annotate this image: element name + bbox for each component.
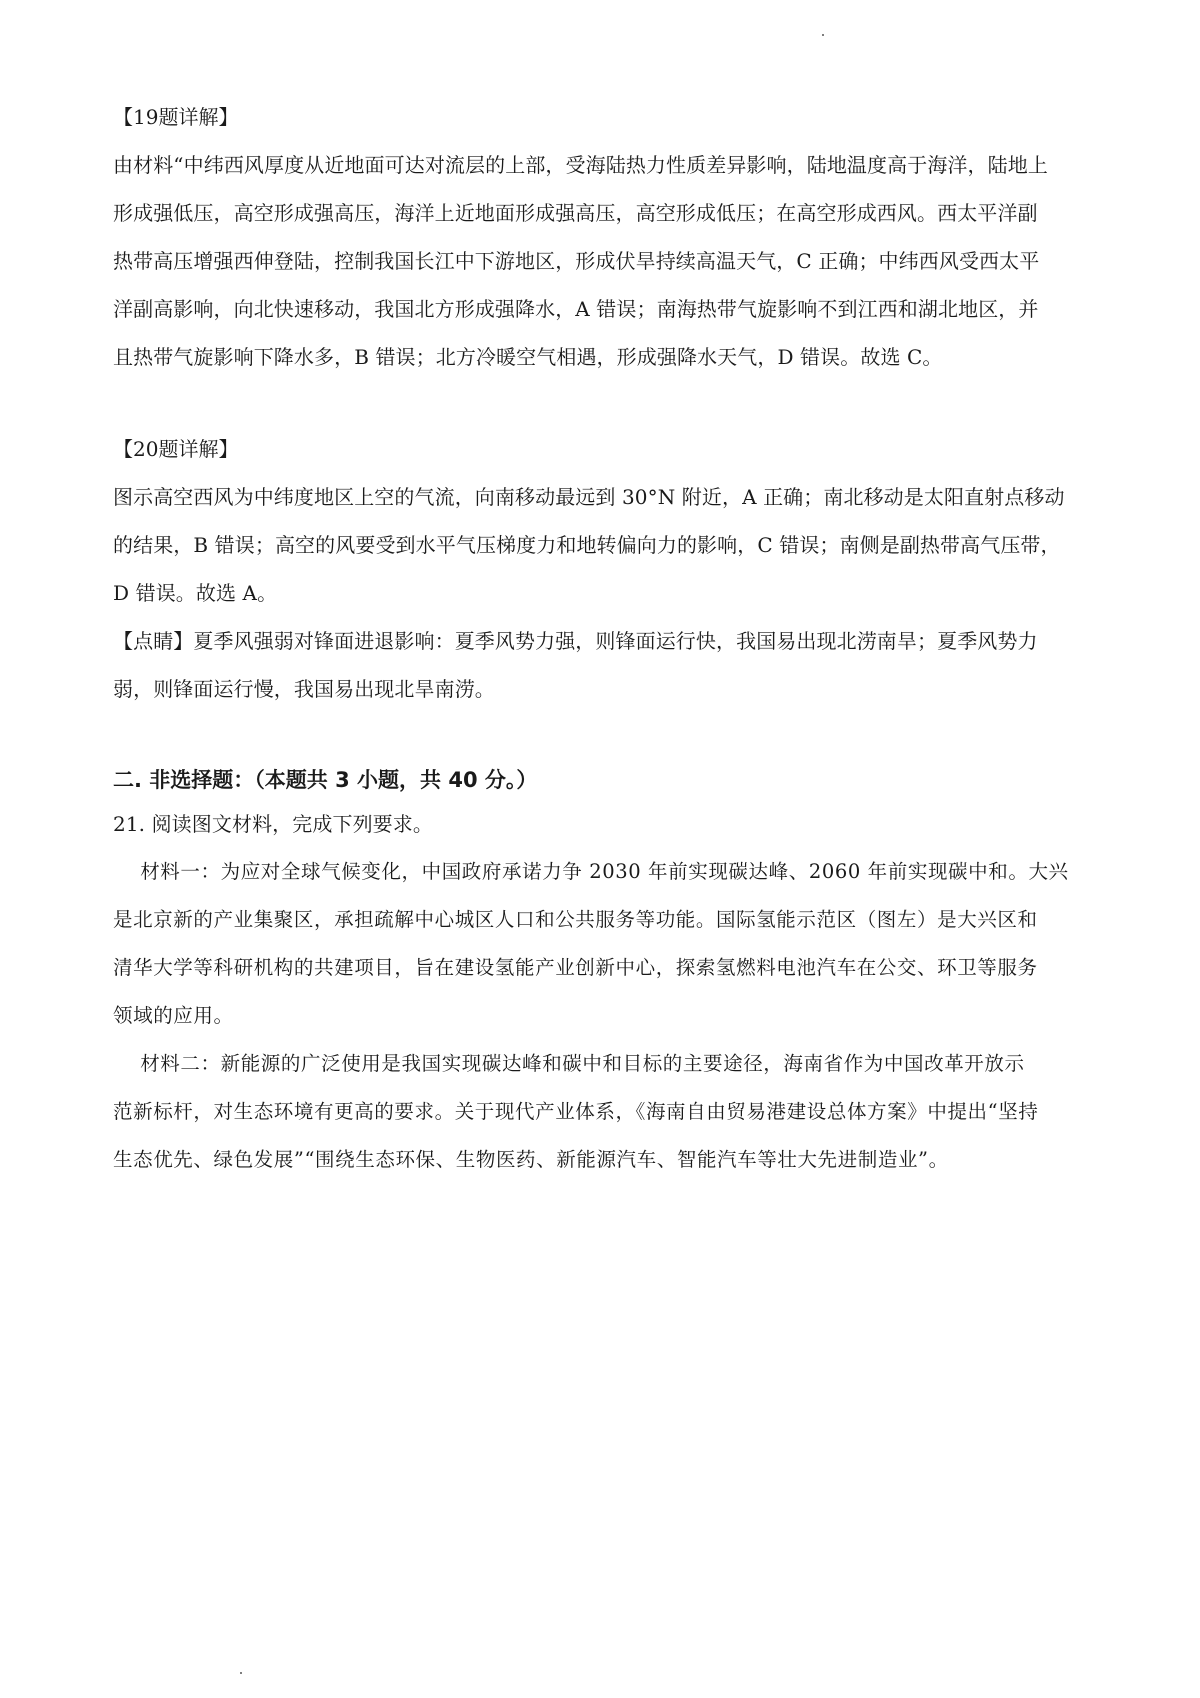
material-1 xyxy=(113,848,1103,1040)
material-2-line-3: 生态优先、绿色发展”“围绕生态环保、生物医药、新能源汽车、智能汽车等壮大先进制造业”。 xyxy=(113,1148,949,1171)
q20-line-3: D 错误。故选 A。 xyxy=(113,581,278,605)
scan-speck-bottom xyxy=(240,1672,242,1674)
q20-explanation xyxy=(113,425,1103,713)
q19-heading: 【19题详解】 xyxy=(113,105,239,129)
section-2 xyxy=(113,756,1103,1184)
q19-line-3: 热带高压增强西伸登陆，控制我国长江中下游地区，形成伏旱持续高温天气，C 正确；中纬西风受西太平 xyxy=(113,249,1040,273)
scan-speck-top xyxy=(822,34,824,36)
material-2-line-1: 材料二：新能源的广泛使用是我国实现碳达峰和碳中和目标的主要途径，海南省作为中国改革开放示 xyxy=(113,1052,1025,1075)
q19-explanation xyxy=(113,93,1103,381)
material-1-line-4: 领域的应用。 xyxy=(113,1004,234,1027)
q20-heading: 【20题详解】 xyxy=(113,437,239,461)
material-1-line-3: 清华大学等科研机构的共建项目，旨在建设氢能产业创新中心，探索氢燃料电池汽车在公交、环卫等服务 xyxy=(113,956,1038,979)
q19-line-1: 由材料“中纬西风厚度从近地面可达对流层的上部，受海陆热力性质差异影响，陆地温度高于海洋，陆地上 xyxy=(113,153,1048,177)
q19-line-5: 且热带气旋影响下降水多，B 错误；北方冷暖空气相遇，形成强降水天气，D 错误。故选 C。 xyxy=(113,345,943,369)
section-2-heading: 二. 非选择题：（本题共 3 小题，共 40 分。） xyxy=(113,768,538,792)
q20-tip-line-2: 弱，则锋面运行慢，我国易出现北旱南涝。 xyxy=(113,677,495,701)
q19-line-4: 洋副高影响，向北快速移动，我国北方形成强降水，A 错误；南海热带气旋影响不到江西和湖北地区，并 xyxy=(113,297,1039,321)
q20-tip-line-1: 【点睛】夏季风强弱对锋面进退影响：夏季风势力强，则锋面运行快，我国易出现北涝南旱；夏季风势力 xyxy=(113,629,1038,653)
material-2 xyxy=(113,1040,1103,1184)
material-1-line-2: 是北京新的产业集聚区，承担疏解中心城区人口和公共服务等功能。国际氢能示范区（图左）是大兴区和 xyxy=(113,908,1038,931)
q21-intro: 21. 阅读图文材料，完成下列要求。 xyxy=(113,812,433,836)
q20-line-2: 的结果，B 错误；高空的风要受到水平气压梯度力和地转偏向力的影响，C 错误；南侧是副热带高气压带， xyxy=(113,533,1061,557)
material-1-line-1: 材料一：为应对全球气候变化，中国政府承诺力争 2030 年前实现碳达峰、2060 年前实现碳中和。大兴 xyxy=(113,860,1069,883)
q19-line-2: 形成强低压，高空形成强高压，海洋上近地面形成强高压，高空形成低压；在高空形成西风。西太平洋副 xyxy=(113,201,1038,225)
q20-line-1: 图示高空西风为中纬度地区上空的气流，向南移动最远到 30°N 附近，A 正确；南北移动是太阳直射点移动 xyxy=(113,485,1065,509)
material-2-line-2: 范新标杆，对生态环境有更高的要求。关于现代产业体系，《海南自由贸易港建设总体方案》中提出“坚持 xyxy=(113,1100,1039,1123)
